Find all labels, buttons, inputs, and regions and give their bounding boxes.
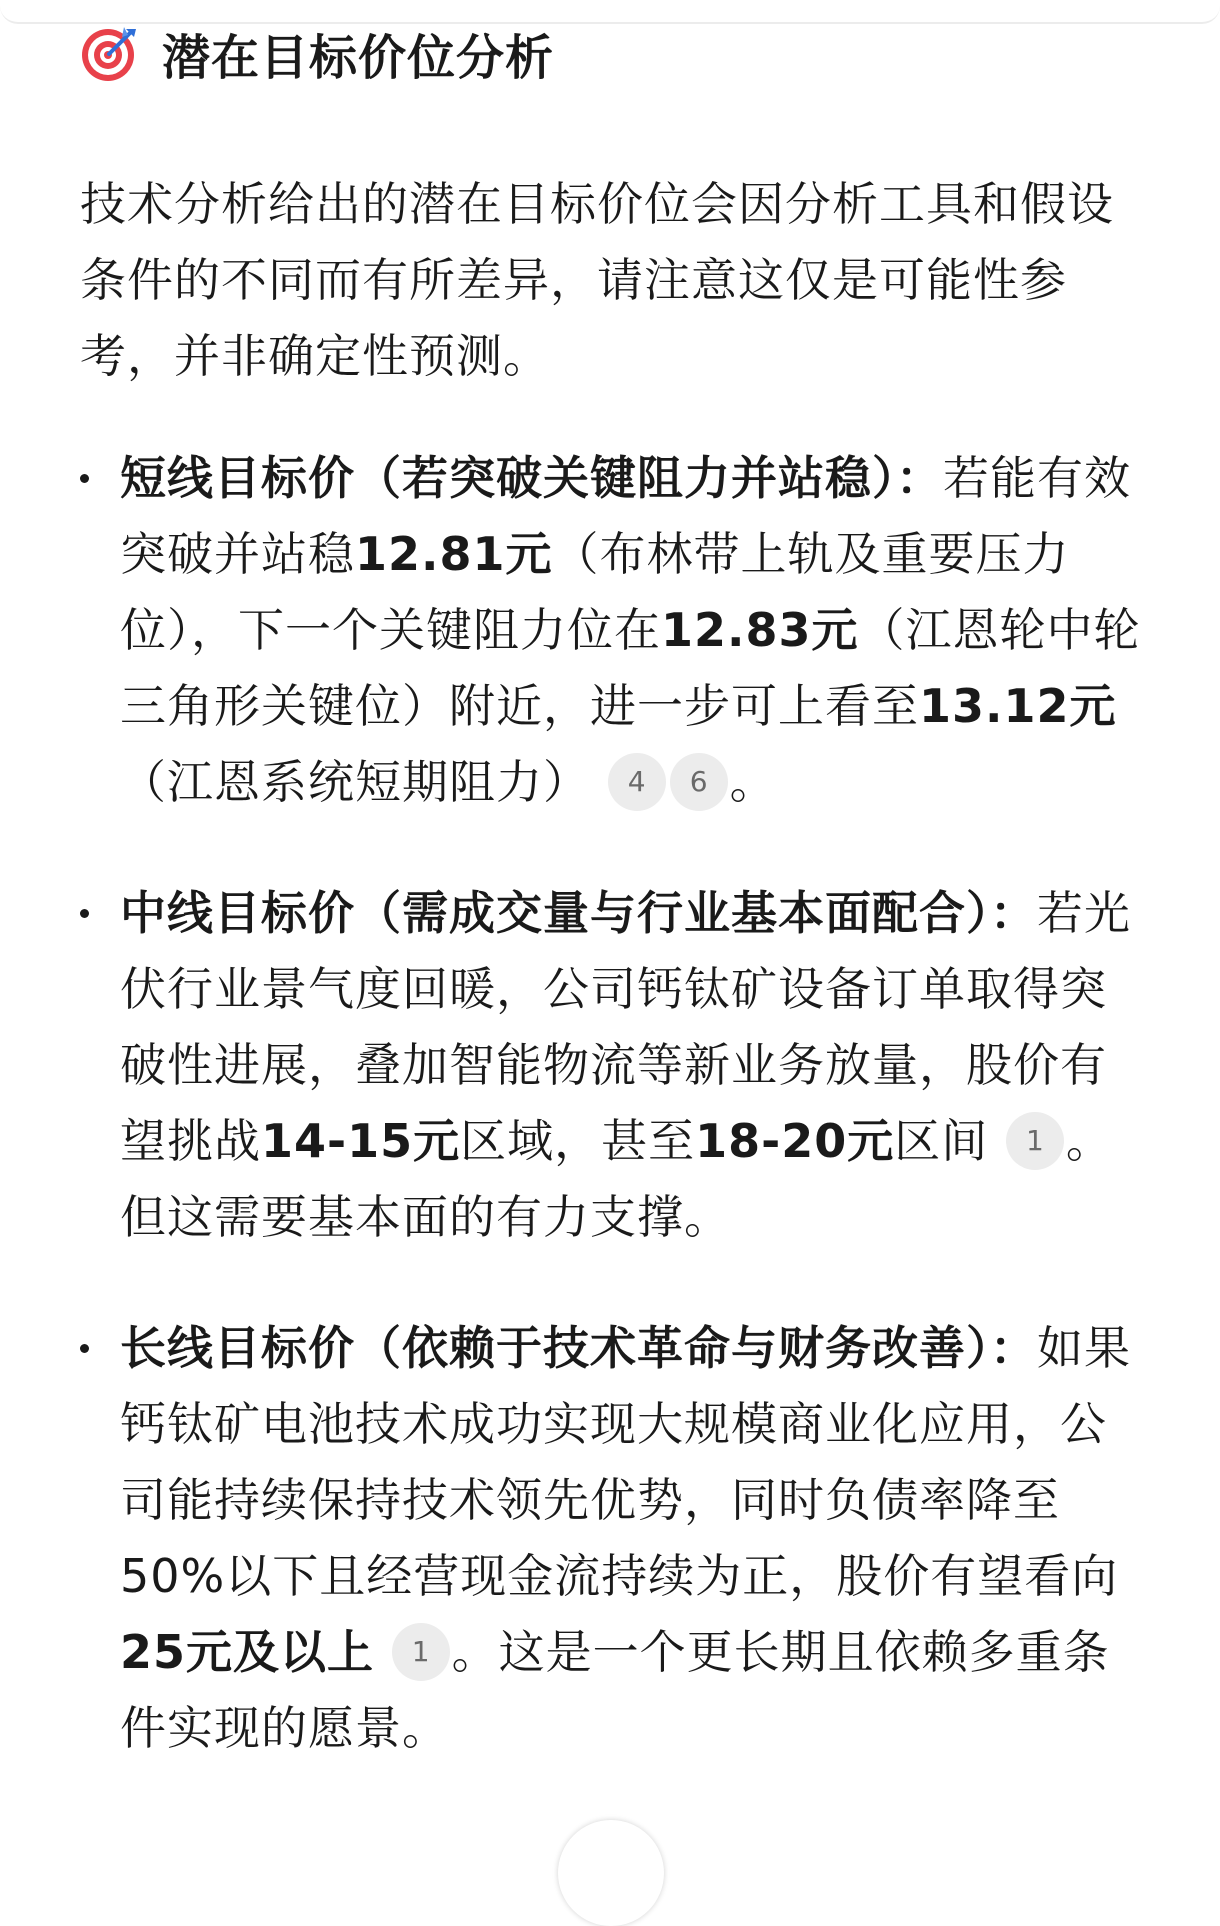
item-text: （江恩轮中轮三角形关键位）附近，进一步可上看至	[120, 603, 1141, 733]
bullet-dot	[80, 909, 89, 918]
item-text: 若光伏行业景气度回暖，公司钙钛矿设备订单取得突破性进展，叠加智能物流等新业务放量，股价有望挑战	[120, 886, 1131, 1168]
long-term-target-item	[80, 1310, 1142, 1766]
item-text: 如果钙钛矿电池技术成功实现大规模商业化应用，公司能持续保持技术领先优势，同时负债率降至50%以下且经营现金流持续为正，股价有望看向	[120, 1321, 1131, 1603]
item-heading: 中线目标价（需成交量与行业基本面配合）：	[120, 886, 1037, 940]
citation-badge[interactable]: 4	[608, 753, 666, 811]
price-value: 13.12元	[919, 679, 1117, 733]
item-text: （布林带上轨及重要压力位），下一个关键阻力位在	[120, 527, 1070, 657]
citation-badge[interactable]: 1	[1006, 1112, 1064, 1170]
section-title: 潜在目标价位分析	[162, 29, 555, 86]
citation-badge[interactable]: 1	[392, 1623, 450, 1681]
floating-action-button[interactable]	[558, 1820, 664, 1926]
citation-badge[interactable]: 6	[670, 753, 728, 811]
target-icon	[80, 23, 140, 83]
item-text: 若能有效突破并站稳	[120, 451, 1131, 581]
target-price-list	[80, 440, 1142, 1766]
item-text: 。	[729, 755, 777, 809]
intro-paragraph: 技术分析给出的潜在目标价位会因分析工具和假设条件的不同而有所差异，请注意这仅是可能性参考，并非确定性预测。	[80, 177, 1114, 383]
item-text: 区域，甚至	[460, 1114, 696, 1168]
item-text: 区间	[894, 1114, 989, 1168]
price-value: 18-20元	[695, 1114, 895, 1168]
price-value: 14-15元	[261, 1114, 461, 1168]
bullet-dot	[80, 1344, 89, 1353]
item-text: 。这是一个更长期且依赖多重条件实现的愿景。	[120, 1625, 1110, 1755]
item-heading: 短线目标价（若突破关键阻力并站稳）：	[120, 451, 943, 505]
section-heading	[80, 14, 554, 92]
price-value: 12.81元	[355, 527, 553, 581]
short-term-target-item	[80, 440, 1142, 820]
price-value: 12.83元	[661, 603, 859, 657]
bullet-dot	[80, 474, 89, 483]
item-heading: 长线目标价（依赖于技术革命与财务改善）：	[120, 1321, 1037, 1375]
item-text: 。但这需要基本面的有力支撑。	[120, 1114, 1113, 1244]
mid-term-target-item	[80, 875, 1142, 1255]
item-text: （江恩系统短期阻力）	[120, 755, 590, 809]
price-value: 25元及以上	[120, 1625, 375, 1679]
